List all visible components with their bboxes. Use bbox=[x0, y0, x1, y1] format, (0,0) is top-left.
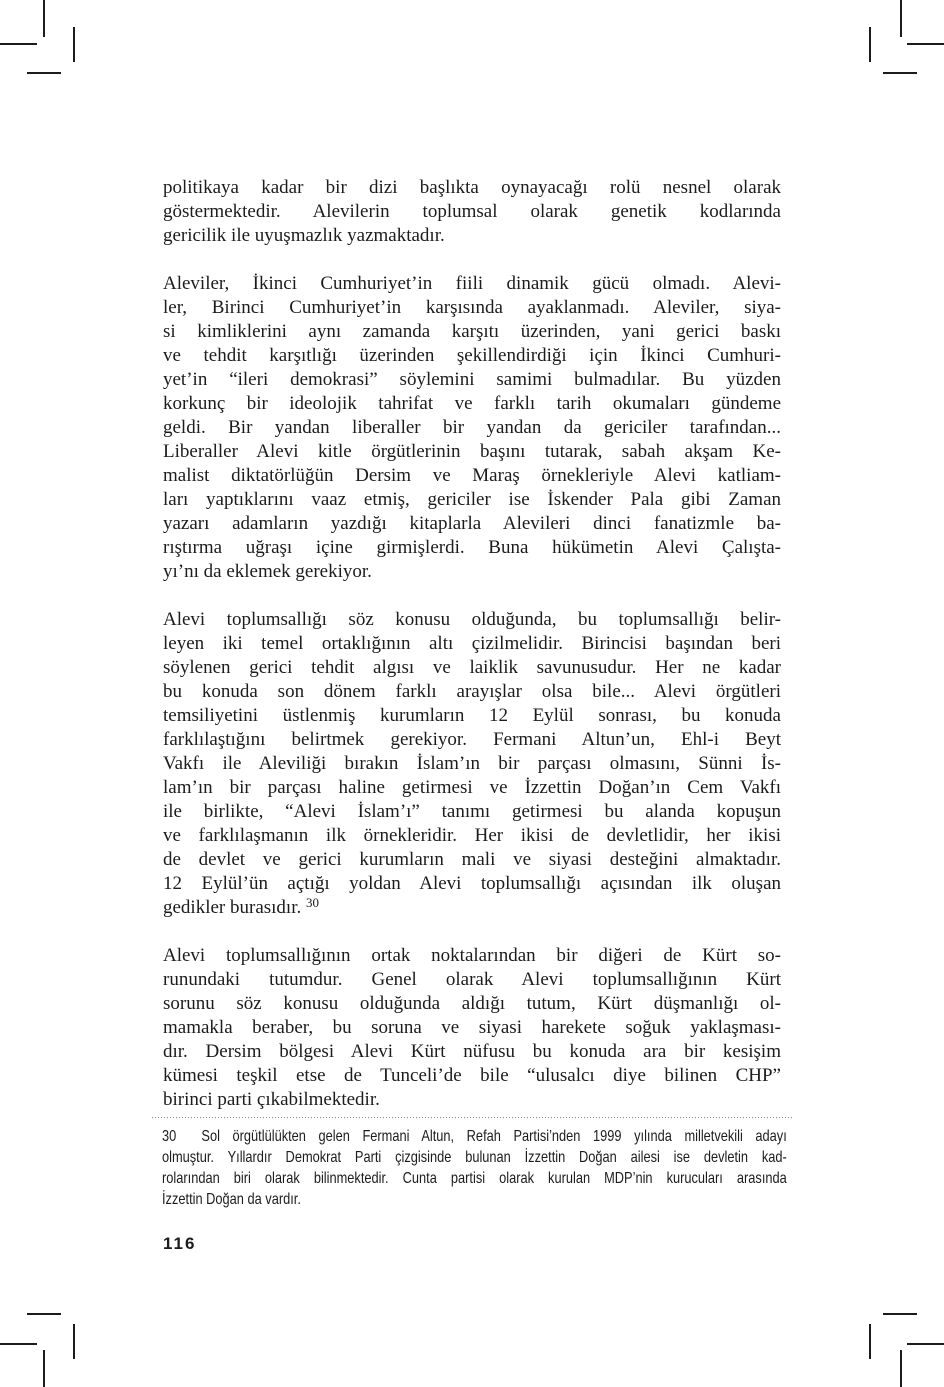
paragraph-1 bbox=[163, 176, 781, 248]
footnote bbox=[162, 1126, 787, 1210]
crop-mark-bottom-left-inner-horizontal bbox=[27, 1313, 61, 1315]
text-line: temsiliyetini üstlenmiş kurumların 12 Eylül sonrası, bu konuda bbox=[163, 705, 781, 726]
text-line: rolarından biri olarak bilinmektedir. Cunta partisi olarak kurulan MDP’nin kurucuları arasında bbox=[162, 1170, 787, 1187]
crop-mark-bottom-right-horizontal bbox=[907, 1343, 944, 1345]
crop-mark-bottom-left-vertical bbox=[43, 1350, 45, 1387]
crop-mark-top-left-vertical bbox=[43, 0, 45, 37]
paragraph-3 bbox=[163, 608, 781, 920]
text-line: sorunu söz konusu olduğunda aldığı tutum, Kürt düşmanlığı ol- bbox=[163, 993, 781, 1014]
text-line: farklılaştığını belirtmek gerekiyor. Fermani Altun’un, Ehl-i Beyt bbox=[163, 729, 781, 750]
text-line: mamakla beraber, bu soruna ve siyasi harekete soğuk yaklaşması- bbox=[163, 1017, 781, 1038]
text-line: Aleviler, İkinci Cumhuriyet’in fiili dinamik gücü olmadı. Alevi- bbox=[163, 273, 781, 294]
footnote-reference: 30 bbox=[306, 895, 319, 910]
body-text bbox=[163, 176, 781, 1112]
page-number: 116 bbox=[163, 1234, 197, 1253]
crop-mark-top-left-horizontal bbox=[0, 43, 37, 45]
text-line: politikaya kadar bir dizi başlıkta oynayacağı rolü nesnel olarak bbox=[163, 177, 781, 198]
text-line: si kimliklerini aynı zamanda karşıtı üzerinden, yani gerici baskı bbox=[163, 321, 781, 342]
text-segment: gedikler burasıdır. bbox=[163, 897, 306, 918]
text-line: olmuştur. Yıllardır Demokrat Parti çizgisinde bulunan İzzettin Doğan ailesi ise devletin kad- bbox=[162, 1149, 787, 1166]
text-line: ile birlikte, “Alevi İslam’ı” tanımı getirmesi bu alanda kopuşun bbox=[163, 801, 781, 822]
text-line: malist diktatörlüğün Dersim ve Maraş örnekleriyle Alevi katliam- bbox=[163, 465, 781, 486]
text-line: bu konuda son dönem farklı arayışlar olsa bile... Alevi örgütleri bbox=[163, 681, 781, 702]
text-line: leyen iki temel ortaklığının altı çizilmelidir. Birincisi başından beri bbox=[163, 633, 781, 654]
crop-mark-bottom-right-inner-horizontal bbox=[883, 1313, 917, 1315]
text-line: ler, Birinci Cumhuriyet’in karşısında ayaklanmadı. Aleviler, siya- bbox=[163, 297, 781, 318]
text-line: lam’ın bir parçası haline getirmesi ve İzzettin Doğan’ın Cem Vakfı bbox=[163, 777, 781, 798]
text-line: 12 Eylül’ün açtığı yoldan Alevi toplumsallığı açısından ilk oluşan bbox=[163, 873, 781, 894]
text-line: yı’nı da eklemek gerekiyor. bbox=[163, 561, 372, 582]
text-line: ları yaptıklarını vaaz etmiş, gericiler ise İskender Pala gibi Zaman bbox=[163, 489, 781, 510]
text-line: de devlet ve gerici kurumların mali ve siyasi desteğini almaktadır. bbox=[163, 849, 781, 870]
text-line: Alevi toplumsallığı söz konusu olduğunda, bu toplumsallığı belir- bbox=[163, 609, 781, 630]
crop-mark-top-right-horizontal bbox=[907, 43, 944, 45]
crop-mark-top-right-inner-horizontal bbox=[883, 72, 917, 74]
crop-mark-top-right-vertical bbox=[900, 0, 902, 37]
text-line: kümesi teşkil etse de Tunceli’de bile “ulusalcı diye bilinen CHP” bbox=[163, 1065, 781, 1086]
text-line: runundaki tutumdur. Genel olarak Alevi toplumsallığının Kürt bbox=[163, 969, 781, 990]
footnote-separator-rule bbox=[152, 1117, 792, 1119]
crop-mark-bottom-left-horizontal bbox=[0, 1343, 37, 1345]
text-line: birinci parti çıkabilmektedir. bbox=[163, 1089, 380, 1110]
paragraph-2 bbox=[163, 272, 781, 584]
crop-mark-bottom-right-inner-vertical bbox=[869, 1324, 871, 1359]
text-line: yet’in “ileri demokrasi” söylemini samimi bulmadılar. Bu yüzden bbox=[163, 369, 781, 390]
text-line: söylenen gerici tehdit algısı ve laiklik savunusudur. Her ne kadar bbox=[163, 657, 781, 678]
text-line: 30 Sol örgütlülükten gelen Fermani Altun, Refah Partisi’nden 1999 yılında milletvekili adayı bbox=[162, 1128, 787, 1145]
text-line: İzzettin Doğan da vardır. bbox=[162, 1191, 301, 1208]
text-line: ve farklılaşmanın ilk örnekleridir. Her ikisi de devletlidir, her ikisi bbox=[163, 825, 781, 846]
paragraph-4 bbox=[163, 944, 781, 1112]
crop-mark-top-left-inner-vertical bbox=[73, 27, 75, 62]
text-line: dır. Dersim bölgesi Alevi Kürt nüfusu bu konuda ara bir kesişim bbox=[163, 1041, 781, 1062]
text-line: geldi. Bir yandan liberaller bir yandan da gericiler tarafından... bbox=[163, 417, 781, 438]
text-line: Vakfı ile Aleviliği bırakın İslam’ın bir parçası olmasını, Sünni İs- bbox=[163, 753, 781, 774]
text-line: rıştırma uğraşı içine girmişlerdi. Buna hükümetin Alevi Çalışta- bbox=[163, 537, 781, 558]
text-line: gericilik ile uyuşmazlık yazmaktadır. bbox=[163, 225, 445, 246]
crop-mark-top-left-inner-horizontal bbox=[27, 72, 61, 74]
text-line: korkunç bir ideolojik tahrifat ve farklı tarih okumaları gündeme bbox=[163, 393, 781, 414]
text-line bbox=[163, 896, 781, 920]
crop-mark-top-right-inner-vertical bbox=[869, 27, 871, 62]
text-line: ve tehdit karşıtlığı üzerinden şekillendirdiği için İkinci Cumhuri- bbox=[163, 345, 781, 366]
text-line: göstermektedir. Alevilerin toplumsal olarak genetik kodlarında bbox=[163, 201, 781, 222]
crop-mark-bottom-left-inner-vertical bbox=[73, 1324, 75, 1359]
text-line: yazarı adamların yazdığı kitaplarla Alevileri dinci fanatizmle ba- bbox=[163, 513, 781, 534]
crop-mark-bottom-right-vertical bbox=[900, 1350, 902, 1387]
text-line: Alevi toplumsallığının ortak noktalarından bir diğeri de Kürt so- bbox=[163, 945, 781, 966]
text-line: Liberaller Alevi kitle örgütlerinin başını tutarak, sabah akşam Ke- bbox=[163, 441, 781, 462]
